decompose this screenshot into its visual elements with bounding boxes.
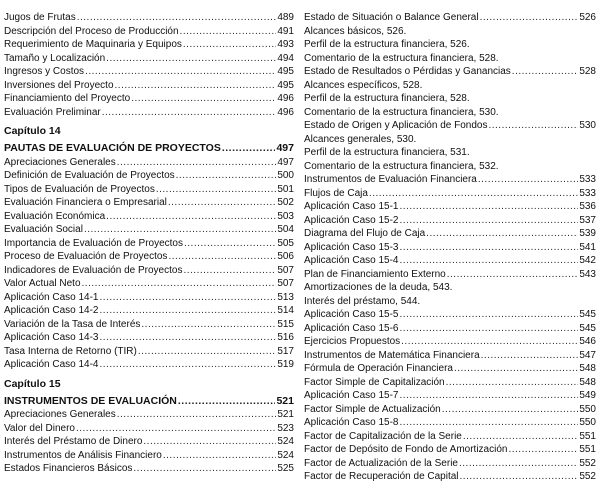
- page-number: 530: [579, 120, 596, 131]
- toc-entry: [4, 277, 294, 291]
- toc-entry: [4, 183, 294, 197]
- dot-leader: [184, 237, 276, 251]
- toc-entry: [4, 25, 294, 39]
- toc-entry: [304, 362, 596, 376]
- page-number: 551: [579, 444, 596, 455]
- toc-entry: [304, 457, 596, 471]
- entry-title: Factor de Depósito de Fondo de Amortización: [304, 444, 508, 455]
- entry-title: Evaluación Económica: [4, 210, 106, 222]
- entry-title: Aplicación Caso 15-4: [304, 255, 399, 266]
- entry-title: Requerimiento de Maquinaria y Equipos: [4, 39, 182, 50]
- entry-title: Perfil de la estructura financiera, 526.: [304, 39, 470, 50]
- dot-leader: [481, 349, 579, 363]
- page-number: 524: [277, 436, 294, 447]
- toc-entry: [4, 237, 294, 251]
- dot-leader: [447, 268, 579, 282]
- entry-title: Estado de Resultados o Pérdidas y Ganancias: [304, 66, 511, 77]
- toc-subentry: [304, 146, 596, 160]
- dot-leader: [478, 173, 578, 187]
- page-number: 495: [277, 79, 294, 91]
- entry-title: Comentario de la estructura financiera, 532.: [304, 160, 499, 172]
- entry-title: Perfil de la estructura financiera, 531.: [304, 147, 470, 158]
- page-number: 548: [579, 376, 596, 388]
- entry-title: Valor del Dinero: [4, 422, 75, 434]
- dot-leader: [102, 106, 277, 120]
- entry-title: Jugos de Frutas: [4, 12, 76, 23]
- entry-title: Comentario de la estructura financiera, 528.: [304, 52, 499, 64]
- toc-entry: [4, 304, 294, 318]
- toc-entry: [304, 403, 596, 417]
- dot-leader: [117, 156, 277, 170]
- dot-leader: [369, 187, 578, 201]
- entry-title: Apreciaciones Generales: [4, 409, 116, 420]
- dot-leader: [512, 65, 579, 79]
- toc-subentry: [304, 295, 596, 309]
- toc-entry: [4, 38, 294, 52]
- entry-title: Ejercicios Propuestos: [304, 336, 401, 347]
- page-number: 528: [579, 66, 596, 77]
- entry-title: Estados Financieros Básicos: [4, 463, 133, 474]
- entry-title: Factor de Actualización de la Serie: [304, 457, 458, 469]
- toc-entry: [304, 214, 596, 228]
- entry-title: Proceso de Evaluación de Proyectos: [4, 251, 168, 262]
- page-number: 497: [276, 142, 294, 154]
- dot-leader: [454, 362, 578, 376]
- dot-leader: [446, 376, 579, 390]
- toc-subentry: [304, 38, 596, 52]
- toc-entry: [304, 335, 596, 349]
- entry-title: Aplicación Caso 14-4: [4, 359, 99, 370]
- entry-title: Aplicación Caso 15-8: [304, 417, 399, 428]
- entry-title: Alcances básicos, 526.: [304, 25, 407, 37]
- toc-subentry: [304, 25, 596, 39]
- toc-subentry: [304, 133, 596, 147]
- dot-leader: [460, 470, 579, 484]
- toc-entry: [304, 187, 596, 201]
- page-number: 521: [277, 409, 294, 420]
- dot-leader: [163, 449, 276, 463]
- entry-title: Capítulo 15: [4, 377, 61, 390]
- dot-leader: [85, 65, 276, 79]
- page-number: 542: [579, 255, 596, 266]
- page-number: 524: [277, 449, 294, 461]
- dot-leader: [183, 264, 276, 278]
- toc-entry: [304, 443, 596, 457]
- dot-leader: [84, 223, 276, 237]
- dot-leader: [106, 52, 276, 66]
- dot-leader: [180, 25, 277, 39]
- toc-entry: [4, 345, 294, 359]
- entry-title: Evaluación Financiera o Empresarial: [4, 197, 167, 208]
- dot-leader: [401, 335, 578, 349]
- dot-leader: [400, 214, 579, 228]
- page-number: 537: [579, 214, 596, 226]
- toc-entry: [304, 241, 596, 255]
- entry-title: Aplicación Caso 15-5: [304, 309, 399, 320]
- entry-title: Ingresos y Costos: [4, 66, 85, 77]
- entry-title: Inversiones del Proyecto: [4, 79, 114, 91]
- toc-entry: [304, 389, 596, 403]
- dot-leader: [76, 422, 276, 436]
- entry-title: Perfil de la estructura financiera, 528.: [304, 93, 470, 104]
- toc-entry: [304, 308, 596, 322]
- toc-subentry: [304, 52, 596, 66]
- entry-title: Interés del préstamo, 544.: [304, 295, 421, 307]
- page-number: 494: [277, 52, 294, 64]
- toc-column-left: [4, 11, 294, 476]
- entry-title: Instrumentos de Evaluación Financiera: [304, 174, 477, 185]
- page-number: 536: [579, 201, 596, 212]
- entry-title: Capítulo 14: [4, 125, 61, 137]
- toc-entry: [4, 169, 294, 183]
- dot-leader: [168, 196, 276, 210]
- entry-title: Diagrama del Flujo de Caja: [304, 228, 426, 239]
- section-heading: [4, 395, 294, 409]
- dot-leader: [143, 435, 276, 449]
- entry-title: INSTRUMENTOS DE EVALUACIÓN: [4, 394, 177, 407]
- toc-entry: [304, 470, 596, 484]
- dot-leader: [100, 331, 277, 345]
- entry-title: Evaluación Social: [4, 224, 83, 235]
- entry-title: Evaluación Preliminar: [4, 106, 101, 118]
- dot-leader: [133, 462, 276, 476]
- toc-entry: [4, 223, 294, 237]
- page-number: 539: [579, 228, 596, 239]
- entry-title: Plan de Financiamiento Externo: [304, 268, 446, 280]
- dot-leader: [168, 250, 276, 264]
- page-number: 516: [277, 332, 294, 343]
- dot-leader: [138, 345, 276, 359]
- entry-title: Definición de Evaluación de Proyectos: [4, 170, 175, 181]
- dot-leader: [183, 38, 276, 52]
- dot-leader: [100, 291, 277, 305]
- page-number: 551: [579, 430, 596, 442]
- entry-title: PAUTAS DE EVALUACIÓN DE PROYECTOS: [4, 142, 221, 154]
- toc-entry: [4, 196, 294, 210]
- dot-leader: [400, 416, 579, 430]
- page-number: 521: [276, 394, 294, 407]
- entry-title: Variación de la Tasa de Interés: [4, 318, 141, 330]
- toc-entry: [304, 227, 596, 241]
- entry-title: Aplicación Caso 15-7: [304, 390, 399, 401]
- toc-entry: [304, 254, 596, 268]
- entry-title: Factor de Capitalización de la Serie: [304, 430, 462, 442]
- toc-entry: [4, 449, 294, 463]
- page-number: 550: [579, 417, 596, 428]
- toc-entry: [4, 331, 294, 345]
- page-number: 547: [579, 349, 596, 361]
- toc-entry: [4, 358, 294, 372]
- page-number: 495: [277, 66, 294, 77]
- entry-title: Valor Actual Neto: [4, 278, 81, 289]
- toc-entry: [4, 422, 294, 436]
- page-number: 543: [579, 268, 596, 280]
- dot-leader: [100, 304, 277, 318]
- chapter-heading: [4, 377, 294, 391]
- entry-title: Comentario de la estructura financiera, 530.: [304, 106, 499, 118]
- toc-subentry: [304, 92, 596, 106]
- entry-title: Interés del Préstamo de Dinero: [4, 436, 143, 447]
- dot-leader: [400, 308, 579, 322]
- page-number: 506: [277, 251, 294, 262]
- page-number: 489: [277, 12, 294, 23]
- page-number: 493: [277, 39, 294, 50]
- page-number: 491: [277, 25, 294, 37]
- page-number: 507: [277, 264, 294, 276]
- entry-title: Aplicación Caso 15-1: [304, 201, 399, 212]
- toc-entry: [4, 79, 294, 93]
- dot-leader: [488, 119, 578, 133]
- toc-entry: [304, 349, 596, 363]
- dot-leader: [400, 200, 579, 214]
- toc-entry: [304, 430, 596, 444]
- dot-leader: [131, 92, 276, 106]
- dot-leader: [442, 403, 579, 417]
- page-number: 504: [277, 224, 294, 235]
- entry-title: Alcances generales, 530.: [304, 133, 417, 145]
- page-number: 514: [277, 305, 294, 316]
- toc-column-right: [304, 11, 596, 484]
- page-number: 501: [277, 183, 294, 195]
- toc-entry: [4, 65, 294, 79]
- dot-leader: [400, 389, 579, 403]
- section-heading: [4, 142, 294, 156]
- entry-title: Aplicación Caso 15-6: [304, 322, 399, 334]
- entry-title: Alcances específicos, 528.: [304, 79, 423, 91]
- entry-title: Tipos de Evaluación de Proyectos: [4, 183, 155, 195]
- page-number: 546: [579, 336, 596, 347]
- entry-title: Aplicación Caso 15-2: [304, 214, 399, 226]
- page-number: 552: [579, 471, 596, 482]
- toc-entry: [304, 11, 596, 25]
- entry-title: Factor de Recuperación de Capital: [304, 471, 459, 482]
- dot-leader: [463, 430, 578, 444]
- entry-title: Amortizaciones de la deuda, 543.: [304, 282, 453, 293]
- entry-title: Factor Simple de Actualización: [304, 403, 441, 415]
- toc-entry: [4, 92, 294, 106]
- entry-title: Estado de Situación o Balance General: [304, 12, 479, 23]
- page-number: 552: [579, 457, 596, 469]
- page-number: 548: [579, 363, 596, 374]
- toc-entry: [4, 250, 294, 264]
- dot-leader: [508, 443, 578, 457]
- toc-entry: [4, 435, 294, 449]
- dot-leader: [178, 395, 276, 409]
- page-number: 519: [277, 359, 294, 370]
- page-number: 525: [277, 463, 294, 474]
- entry-title: Fórmula de Operación Financiera: [304, 363, 453, 374]
- dot-leader: [77, 11, 277, 25]
- toc-entry: [304, 322, 596, 336]
- toc-entry: [4, 408, 294, 422]
- page-number: 533: [579, 187, 596, 199]
- page-number: 497: [277, 156, 294, 168]
- toc-subentry: [304, 79, 596, 93]
- dot-leader: [400, 254, 579, 268]
- page-number: 496: [277, 106, 294, 118]
- page-number: 505: [277, 237, 294, 249]
- page-number: 507: [277, 278, 294, 289]
- page-number: 526: [579, 12, 596, 23]
- entry-title: Importancia de Evaluación de Proyectos: [4, 237, 183, 249]
- chapter-heading: [4, 124, 294, 138]
- page-number: 515: [277, 318, 294, 330]
- toc-subentry: [304, 106, 596, 120]
- entry-title: Estado de Origen y Aplicación de Fondos: [304, 120, 488, 131]
- entry-title: Apreciaciones Generales: [4, 156, 116, 168]
- dot-leader: [480, 11, 579, 25]
- dot-leader: [156, 183, 276, 197]
- entry-title: Financiamiento del Proyecto: [4, 93, 131, 104]
- toc-entry: [4, 291, 294, 305]
- toc-entry: [4, 462, 294, 476]
- toc-entry: [4, 156, 294, 170]
- toc-entry: [4, 52, 294, 66]
- toc-entry: [304, 200, 596, 214]
- dot-leader: [117, 408, 277, 422]
- entry-title: Indicadores de Evaluación de Proyectos: [4, 264, 183, 276]
- entry-title: Aplicación Caso 15-3: [304, 241, 399, 253]
- page-number: 545: [579, 322, 596, 334]
- page-number: 513: [277, 291, 294, 303]
- dot-leader: [176, 169, 277, 183]
- toc-entry: [304, 376, 596, 390]
- toc-entry: [304, 173, 596, 187]
- dot-leader: [222, 142, 276, 156]
- entry-title: Factor Simple de Capitalización: [304, 376, 445, 388]
- toc-entry: [4, 106, 294, 120]
- entry-title: Descripción del Proceso de Producción: [4, 25, 179, 37]
- entry-title: Tamaño y Localización: [4, 52, 106, 64]
- dot-leader: [100, 358, 277, 372]
- toc-entry: [304, 416, 596, 430]
- page-number: 533: [579, 174, 596, 185]
- toc-subentry: [304, 160, 596, 174]
- toc-entry: [304, 65, 596, 79]
- toc-entry: [4, 11, 294, 25]
- page-number: 503: [277, 210, 294, 222]
- page-number: 523: [277, 422, 294, 434]
- entry-title: Flujos de Caja: [304, 187, 368, 199]
- toc-entry: [304, 268, 596, 282]
- page-number: 500: [277, 170, 294, 181]
- dot-leader: [400, 241, 579, 255]
- entry-title: Aplicación Caso 14-1: [4, 291, 99, 303]
- dot-leader: [426, 227, 578, 241]
- entry-title: Instrumentos de Matemática Financiera: [304, 349, 480, 361]
- dot-leader: [82, 277, 277, 291]
- dot-leader: [106, 210, 276, 224]
- page-number: 545: [579, 309, 596, 320]
- dot-leader: [459, 457, 578, 471]
- page-number: 517: [277, 345, 294, 357]
- entry-title: Instrumentos de Análisis Financiero: [4, 449, 162, 461]
- page-number: 496: [277, 93, 294, 104]
- entry-title: Aplicación Caso 14-3: [4, 332, 99, 343]
- toc-entry: [4, 264, 294, 278]
- dot-leader: [141, 318, 276, 332]
- dot-leader: [115, 79, 277, 93]
- entry-title: Aplicación Caso 14-2: [4, 305, 99, 316]
- toc-entry: [4, 318, 294, 332]
- toc-subentry: [304, 281, 596, 295]
- page-number: 550: [579, 403, 596, 415]
- toc-entry: [4, 210, 294, 224]
- entry-title: Tasa Interna de Retorno (TIR): [4, 345, 137, 357]
- dot-leader: [400, 322, 579, 336]
- page-number: 549: [579, 390, 596, 401]
- page-number: 502: [277, 197, 294, 208]
- toc-entry: [304, 119, 596, 133]
- page-number: 541: [579, 241, 596, 253]
